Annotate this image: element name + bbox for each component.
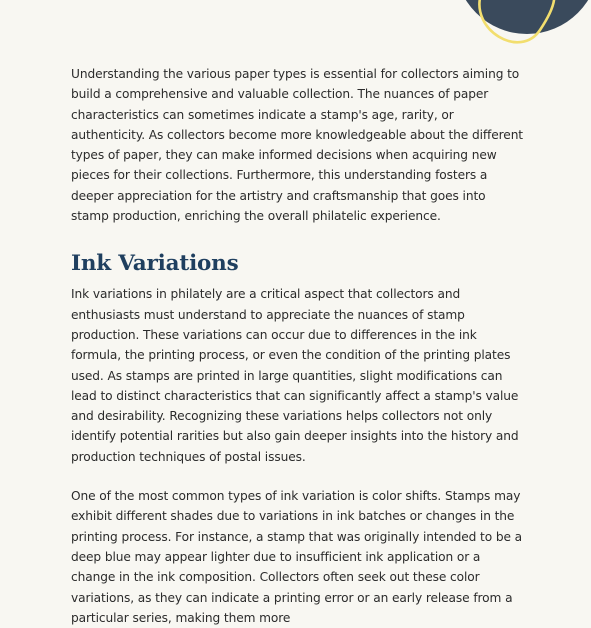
decor-circle [455,0,591,34]
paragraph-color-shifts: One of the most common types of ink variation is color shifts. Stamps may exhibit different shades due to variations in ink batches or changes in the printing process. For instance, a stamp that was originally intended to be a deep blue may appear lighter due to insufficient ink application or a change in the ink composition. Collectors often seek out these color variations, as they can indicate a printing error or an early release from a particular series, making them more [71,489,523,625]
paragraph-paper-types: Understanding the various paper types is essential for collectors aiming to build a comprehensive and valuable collection. The nuances of paper characteristics can sometimes indicate a stamp's age, rarity, or authenticity. As collectors become more knowledgeable about the different types of paper, they can make informed decisions when acquiring new pieces for their collections. Furthermore, this understanding fosters a deeper appreciation for the artistry and craftsmanship that goes into stamp production, enriching the overall philatelic experience. [71,67,523,224]
section-heading-ink-variations: Ink Variations [71,251,239,277]
document-body [71,64,523,628]
paragraph-ink-variations-intro: Ink variations in philately are a critical aspect that collectors and enthusiasts must understand to appreciate the nuances of stamp production. These variations can occur due to differences in the ink formula, the printing process, or even the condition of the printing plates used. As stamps are printed in large quantities, slight modifications can lead to distinct characteristics that can significantly affect a stamp's value and desirability. Recognizing these variations helps collectors not only identify potential rarities but also gain deeper insights into the history and production techniques of postal issues. [71,287,519,464]
